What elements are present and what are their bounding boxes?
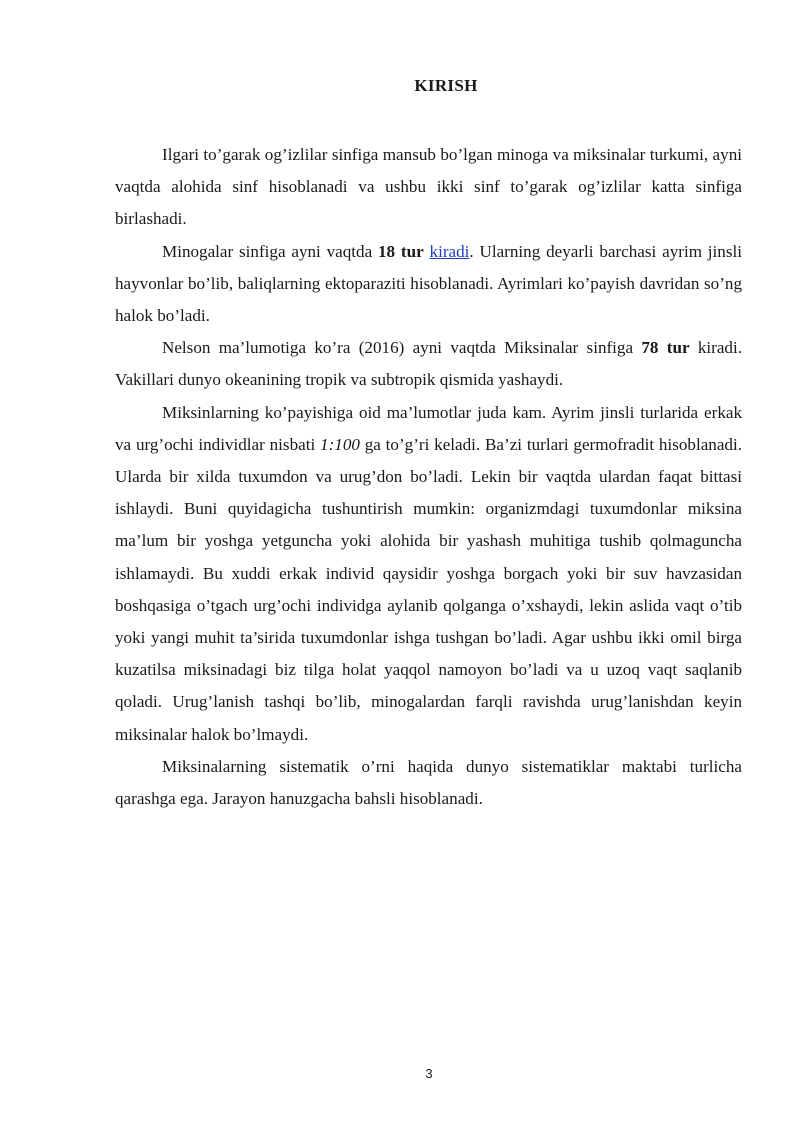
paragraph-3-text-end: kiradi. Vakillari dunyo okeanining tropik va subtropik qismida yashaydi. [115, 338, 743, 390]
paragraph-1: Ilgari to’garak og’izlilar sinfiga mansub bo’lgan minoga va miksinalar turkumi, ayni vaqtda alohida sinf hisoblanadi va ushbu ikki sinf to’garak og’izlilar katta sinfiga birlashadi. [115, 145, 742, 229]
page-title: KIRISH [414, 76, 478, 95]
paragraph-3 [115, 332, 742, 396]
paragraph-4-text-start: Miksinlarning ko’payishiga oid ma’lumotlar juda kam. Ayrim jinsli turlarida erkak va urg’ochi individlar nisbati [115, 402, 742, 454]
paragraph-3-text-start: Nelson ma’lumotiga ko’ra (2016) ayni vaqtda Miksinalar sinfiga [162, 338, 642, 358]
paragraph-2-text-start: Minogalar sinfiga ayni vaqtda [162, 241, 378, 261]
paragraph-4 [115, 397, 742, 751]
kiradi-link[interactable]: kiradi [429, 241, 470, 261]
ratio-value: 1:100 [320, 434, 360, 454]
species-count-miksinalar: 78 tur [641, 338, 690, 358]
paragraph-2 [115, 236, 742, 333]
species-count-minogalar: 18 tur [378, 241, 424, 261]
paragraph-5: Miksinalarning sistematik o’rni haqida dunyo sistematiklar maktabi turlicha qarashga ega. Jarayon hanuzgacha bahsli hisoblanadi. [115, 756, 742, 809]
paragraph-4-text-end: ga to’g’ri keladi. Ba’zi turlari germofradit hisoblanadi. Ularda bir xilda tuxumdon va urug’don bo’ladi. Lekin bir vaqtda ulardan faqat bittasi ishlaydi. Buni quyidagicha tushuntirish mumkin: organizmdagi tuxumdonlar miksina ma’lum bir yoshga yetguncha yoki alohida bir yashash muhitiga tushib qolmaguncha ishlamaydi. Bu xuddi erkak individ qaysidir yoshga borgach yoki bir suv havzasidan boshqasiga o’tgach urg’ochi individga aylanib qolganga o’xshaydi, lekin aslida vaqt o’tib yoki yangi muhit ta’sirida tuxumdonlar ishga tushgan bo’ladi. Agar ushbu ikki omil birga kuzatilsa miksinadagi biz tilga holat yaqqol namoyon bo’ladi va u uzoq vaqt saqlanib qoladi. Urug’lanish tashqi bo’lib, minogalardan farqli ravishda urug’lanishdan keyin miksinalar halok bo’lmaydi. [115, 434, 742, 744]
page-number: 3 [425, 1066, 433, 1081]
document-body [115, 139, 742, 815]
paragraph-2-text-end: . Ularning deyarli barchasi ayrim jinsli hayvonlar bo’lib, baliqlarning ektoparaziti hisoblanadi. Ayrimlari ko’payish davridan so’ng halok bo’ladi. [115, 241, 742, 326]
